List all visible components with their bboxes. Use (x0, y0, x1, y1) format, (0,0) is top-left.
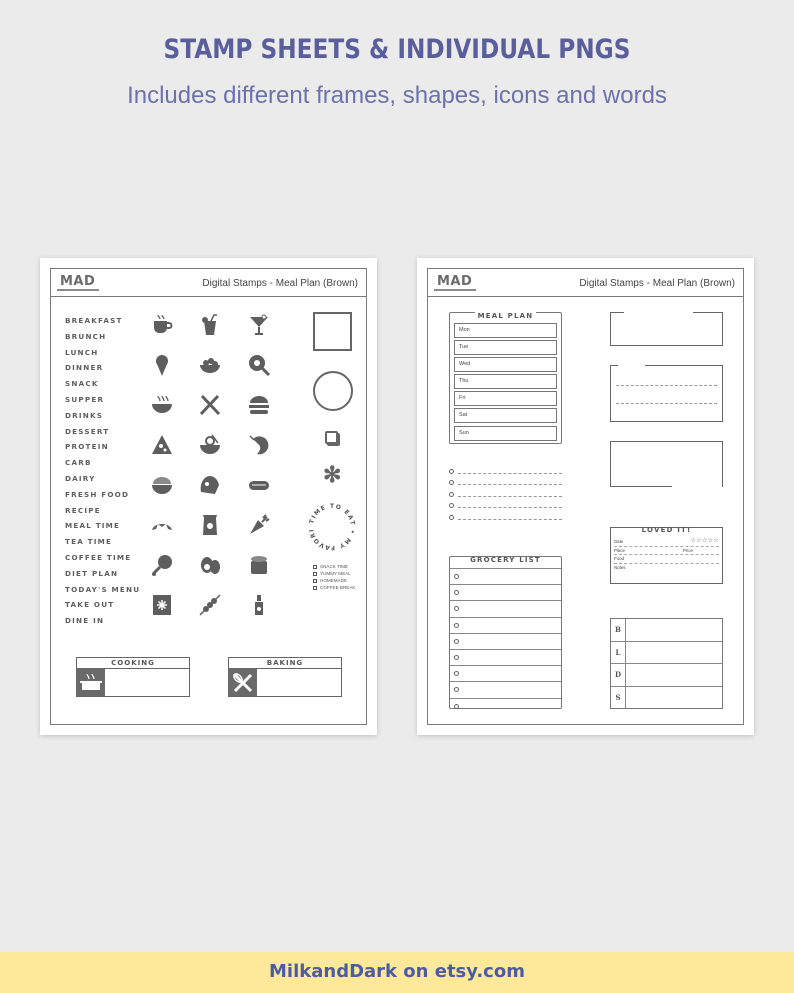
word-stamp: FRESH FOOD (65, 489, 130, 499)
square-frame-stamp (313, 312, 352, 351)
meal-plan-days (454, 323, 557, 443)
meal-row: B (611, 619, 722, 642)
word-stamp: LUNCH (65, 347, 99, 357)
stamp-sheet-words-icons (40, 258, 377, 735)
brand-logo: MAD (60, 274, 96, 289)
grocery-row (450, 681, 561, 697)
stamp-sheet-frames (417, 258, 754, 735)
whisk-rolling-pin-icon (229, 669, 257, 696)
small-square-stamp (325, 431, 338, 444)
sauce-bottle-icon (247, 593, 271, 617)
word-stamp: MEAL TIME (65, 521, 121, 531)
page-title: STAMP SHEETS & INDIVIDUAL PNGS (163, 34, 631, 65)
day-row: Fri (454, 391, 557, 406)
word-stamp: DIET PLAN (65, 568, 119, 578)
checklist-label: SNACK TIME (320, 564, 348, 569)
checkbox-icon (313, 572, 317, 576)
avocado-icon (198, 553, 222, 577)
checklist-item (313, 563, 355, 570)
label-title: COOKING (77, 658, 189, 669)
day-row: Wed (454, 357, 557, 372)
checklist-item (313, 570, 355, 577)
hotdog-icon (247, 473, 271, 497)
dotted-checklist-stamp (449, 469, 562, 526)
taco-icon (198, 473, 222, 497)
meal-plan-stamp (449, 312, 562, 444)
grocery-row (450, 649, 561, 665)
carrot-icon (247, 513, 271, 537)
cocktail-icon (247, 313, 271, 337)
grocery-rows (450, 568, 561, 714)
lined-note-frame-stamp (610, 365, 723, 422)
meal-row: D (611, 664, 722, 687)
word-stamp: TAKE OUT (65, 600, 115, 610)
sheet-header (428, 269, 743, 297)
checkbox-icon (313, 579, 317, 583)
checklist-label: HOMEMADE (320, 578, 348, 583)
word-stamp: COFFEE TIME (65, 552, 132, 562)
day-row: Tue (454, 340, 557, 355)
day-row: Sat (454, 408, 557, 423)
open-top-frame-stamp (610, 312, 723, 346)
meal-row: S (611, 687, 722, 710)
sheet-header (51, 269, 366, 297)
day-row: Thu (454, 374, 557, 389)
coffee-cup-icon (150, 313, 174, 337)
grocery-row (450, 568, 561, 584)
checkbox-icon (313, 586, 317, 590)
dotted-line (449, 515, 562, 526)
meal-plan-title: MEAL PLAN (450, 313, 561, 322)
round-stamp-text: TIME TO EAT • MY FAVORI (308, 502, 357, 552)
open-bottom-frame-stamp (610, 441, 723, 487)
soup-bowl-icon (150, 393, 174, 417)
word-stamp: DAIRY (65, 473, 96, 483)
cooking-label-stamp (76, 657, 190, 697)
grocery-list-stamp (449, 556, 562, 709)
date-field: Date ☆☆☆☆☆ (614, 538, 719, 547)
checklist-label: YUMMY MEAL (320, 571, 351, 576)
grocery-row (450, 698, 561, 714)
meal-row: L (611, 642, 722, 665)
checkbox-icon (313, 565, 317, 569)
canned-food-icon (247, 553, 271, 577)
asterisk-icon: ✻ (323, 462, 342, 487)
grocery-row (450, 584, 561, 600)
label-title: BAKING (229, 658, 341, 669)
grocery-row (450, 665, 561, 681)
dotted-line (449, 480, 562, 491)
burger-icon (247, 393, 271, 417)
loved-it-fields (614, 538, 719, 572)
rice-bowl-icon (150, 473, 174, 497)
round-text-stamp (306, 501, 358, 553)
word-stamp: TEA TIME (65, 537, 113, 547)
checklist-stamp (313, 563, 355, 591)
checklist-label: COFFEE BREAK (320, 585, 356, 590)
skewer-icon (198, 593, 222, 617)
day-row: Mon (454, 323, 557, 338)
logo-underline (57, 289, 99, 291)
pizza-slice-icon (150, 433, 174, 457)
word-stamp: BRUNCH (65, 331, 107, 341)
grocery-list-title: GROCERY LIST (470, 556, 541, 564)
shop-footer-link[interactable]: MilkandDark on etsy.com (0, 952, 794, 993)
loved-it-title: LOVED IT! (641, 526, 692, 534)
word-stamp: PROTEIN (65, 442, 109, 452)
salad-bowl-icon (198, 353, 222, 377)
word-stamp: DINE IN (65, 616, 105, 626)
place-field: Place Price (614, 547, 719, 556)
word-stamp: SUPPER (65, 394, 105, 404)
grocery-row (450, 600, 561, 616)
rating-stars-icon: ☆☆☆☆☆ (690, 538, 719, 544)
ice-cream-icon (150, 353, 174, 377)
word-stamps (65, 313, 140, 629)
checklist-item (313, 584, 355, 591)
svg-text:TIME TO EAT • MY FAVORITE • (306, 501, 356, 551)
word-stamp: DESSERT (65, 426, 110, 436)
word-stamp: RECIPE (65, 505, 101, 515)
day-row: Sun (454, 426, 557, 441)
cooking-pot-icon (77, 669, 105, 696)
sheet-frame (427, 268, 744, 725)
dotted-line (449, 469, 562, 480)
grocery-row (450, 617, 561, 633)
dotted-line (449, 492, 562, 503)
baking-label-stamp (228, 657, 342, 697)
circle-frame-stamp (313, 371, 353, 411)
food-field: Food (614, 555, 719, 564)
sheet-title: Digital Stamps - Meal Plan (Brown) (579, 278, 735, 289)
checklist-item (313, 577, 355, 584)
daily-meals-stamp (610, 618, 723, 709)
page-subtitle: Includes different frames, shapes, icons and words (127, 82, 667, 109)
frying-pan-egg-icon (247, 353, 271, 377)
juice-glass-icon (198, 313, 222, 337)
word-stamp: TODAY'S MENU (65, 584, 141, 594)
word-stamp: DRINKS (65, 410, 104, 420)
sheet-title: Digital Stamps - Meal Plan (Brown) (202, 278, 358, 289)
fork-knife-icon (198, 393, 222, 417)
shrimp-icon (247, 433, 271, 457)
word-stamp: DINNER (65, 363, 104, 373)
croissant-icon (150, 513, 174, 537)
word-stamp: BREAKFAST (65, 316, 123, 325)
grocery-row (450, 633, 561, 649)
logo-underline (434, 289, 476, 291)
sheet-frame (50, 268, 367, 725)
loved-it-review-stamp (610, 527, 723, 584)
dotted-line (449, 503, 562, 514)
notes-field: Notes (614, 564, 626, 570)
chicken-leg-icon (150, 553, 174, 577)
snack-bag-icon (198, 513, 222, 537)
brand-logo: MAD (437, 274, 473, 289)
frozen-food-icon (150, 593, 174, 617)
word-stamp: CARB (65, 458, 92, 468)
word-stamp: SNACK (65, 379, 99, 389)
noodle-bowl-icon (198, 433, 222, 457)
